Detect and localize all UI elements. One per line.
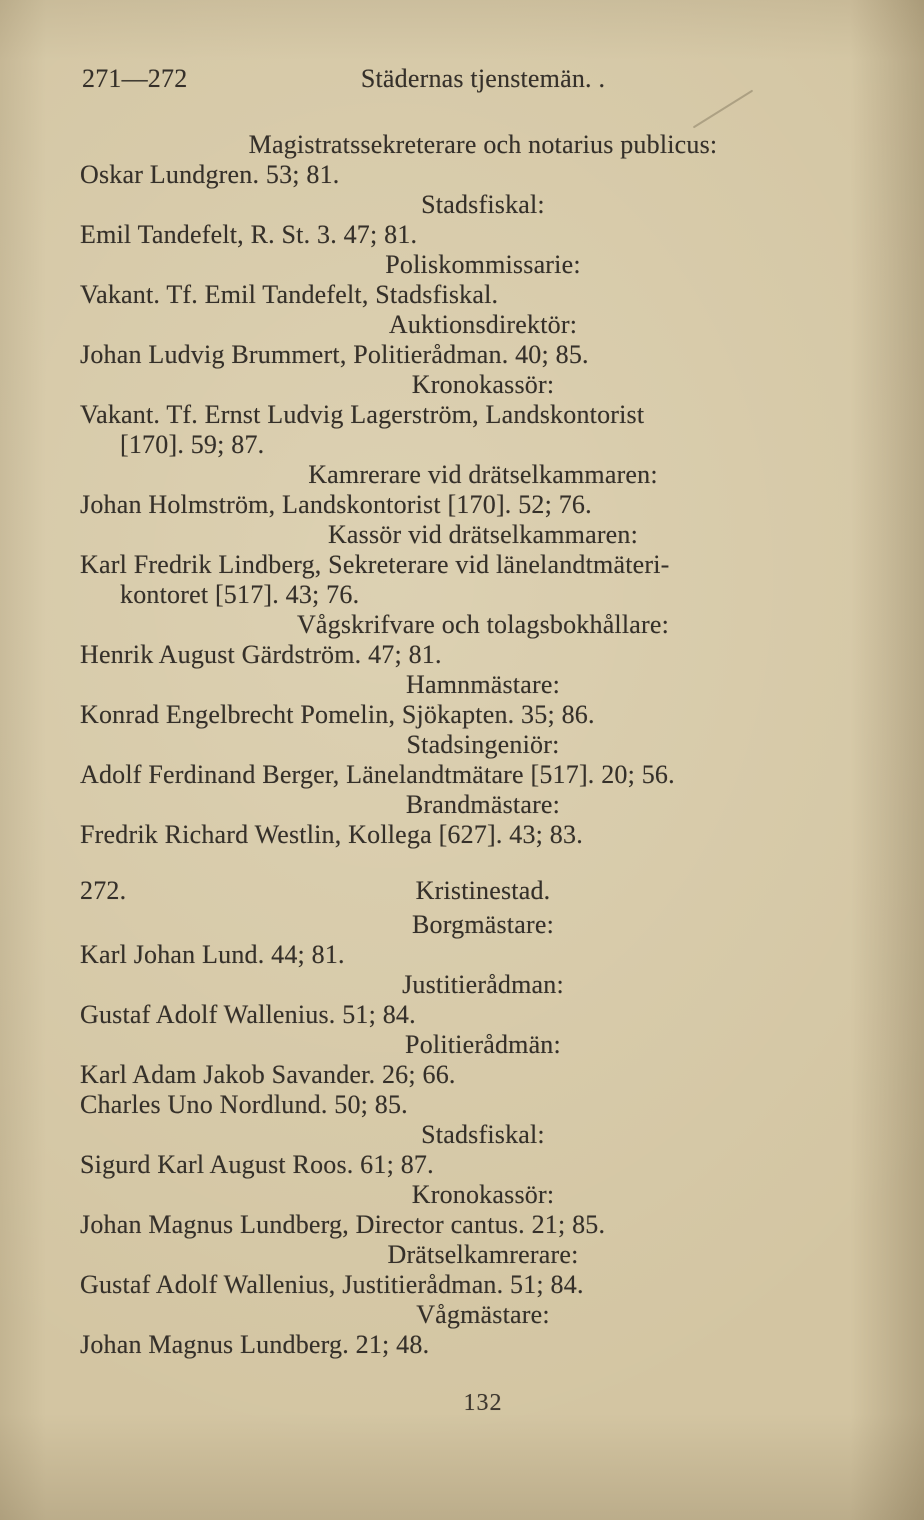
entry-line: Karl Fredrik Lindberg, Sekreterare vid länelandtmäteri- xyxy=(80,550,670,579)
entry-line: Johan Magnus Lundberg. 21; 48. xyxy=(80,1330,430,1359)
section-heading: Stadsfiskal: xyxy=(421,190,545,219)
section-number: 272. xyxy=(80,876,127,905)
page-footer xyxy=(80,1390,886,1417)
entry-line: Gustaf Adolf Wallenius, Justitierådman. 51; 84. xyxy=(80,1270,584,1299)
entry-line: Henrik August Gärdström. 47; 81. xyxy=(80,640,442,669)
section-heading: Vågskrifvare och tolagsbokhållare: xyxy=(296,610,670,639)
entry-line: Johan Ludvig Brummert, Politierådman. 40; 85. xyxy=(80,340,589,369)
entry-continuation-line: [170]. 59; 87. xyxy=(120,430,265,459)
section-heading: Politierådmän: xyxy=(405,1030,561,1059)
section-heading: Stadsingeniör: xyxy=(406,730,560,759)
entry-line: Konrad Engelbrecht Pomelin, Sjökapten. 35; 86. xyxy=(80,700,595,729)
section-271-body xyxy=(80,130,886,850)
entry-line: Oskar Lundgren. 53; 81. xyxy=(80,160,340,189)
page-header xyxy=(80,64,886,98)
section-272-body xyxy=(80,910,886,1360)
section-heading: Kamrerare vid drätselkammaren: xyxy=(308,460,658,489)
entry-line: Gustaf Adolf Wallenius. 51; 84. xyxy=(80,1000,416,1029)
section-heading: Borgmästare: xyxy=(412,910,554,939)
entry-line: Adolf Ferdinand Berger, Länelandtmätare [517]. 20; 56. xyxy=(80,760,675,789)
section-heading: Vågmästare: xyxy=(416,1300,550,1329)
entry-line: Vakant. Tf. Ernst Ludvig Lagerström, Landskontorist xyxy=(80,400,645,429)
entry-line: Emil Tandefelt, R. St. 3. 47; 81. xyxy=(80,220,418,249)
page-range: 271—272 xyxy=(82,64,188,93)
entry-continuation-line: kontoret [517]. 43; 76. xyxy=(120,580,360,609)
section-heading: Brandmästare: xyxy=(405,790,561,819)
section-heading: Justitierådman: xyxy=(402,970,564,999)
entry-line: Johan Holmström, Landskontorist [170]. 52; 76. xyxy=(80,490,592,519)
section-272-header xyxy=(80,876,886,906)
section-heading: Auktionsdirektör: xyxy=(388,310,578,339)
page-number-footer: 132 xyxy=(463,1390,503,1416)
entry-line: Karl Johan Lund. 44; 81. xyxy=(80,940,345,969)
entry-line: Johan Magnus Lundberg, Director cantus. 21; 85. xyxy=(80,1210,606,1239)
city-heading: Kristinestad. xyxy=(415,876,551,905)
section-heading: Poliskommissarie: xyxy=(385,250,581,279)
entry-line: Fredrik Richard Westlin, Kollega [627]. 43; 83. xyxy=(80,820,583,849)
section-heading: Kassör vid drätselkammaren: xyxy=(327,520,639,549)
section-heading: Magistratssekreterare och notarius publicus: xyxy=(248,130,718,159)
page-title: Städernas tjenstemän. . xyxy=(360,64,606,93)
section-heading: Kronokassör: xyxy=(411,1180,555,1209)
entry-line: Vakant. Tf. Emil Tandefelt, Stadsfiskal. xyxy=(80,280,499,309)
section-heading: Stadsfiskal: xyxy=(421,1120,545,1149)
entry-line: Sigurd Karl August Roos. 61; 87. xyxy=(80,1150,434,1179)
section-heading: Drätselkamrerare: xyxy=(387,1240,579,1269)
section-heading: Hamnmästare: xyxy=(405,670,560,699)
entry-line: Charles Uno Nordlund. 50; 85. xyxy=(80,1090,408,1119)
section-heading: Kronokassör: xyxy=(411,370,555,399)
page-content xyxy=(80,64,886,1417)
entry-line: Karl Adam Jakob Savander. 26; 66. xyxy=(80,1060,456,1089)
